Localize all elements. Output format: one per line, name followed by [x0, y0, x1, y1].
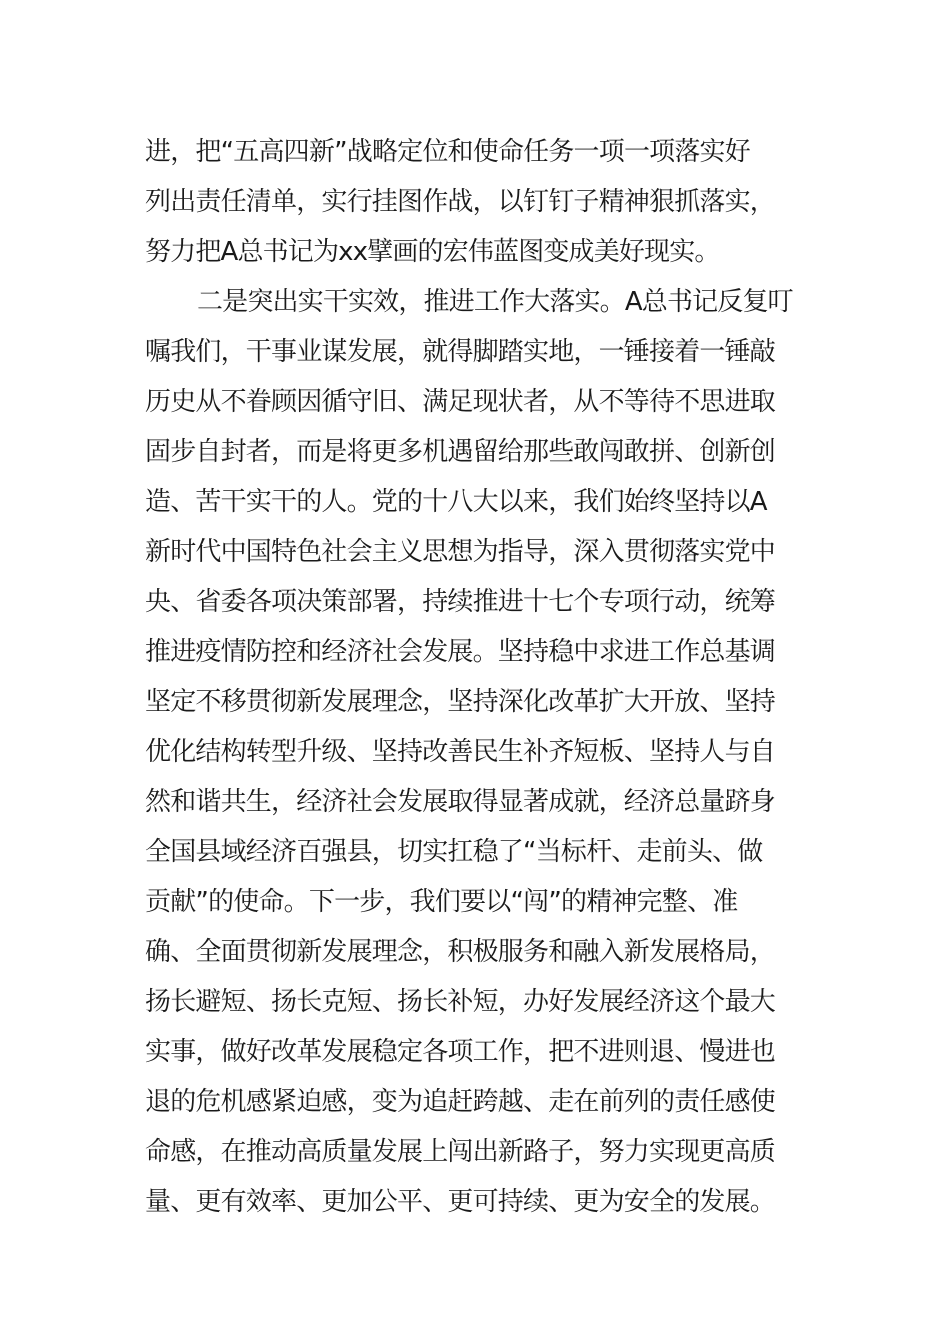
text-line: 实事，做好改革发展稳定各项工作，把不进则退、慢进也 [145, 1037, 776, 1067]
paragraph-start-line: 二是突出实干实效，推进工作大落实。A总书记反复叮 [197, 287, 793, 317]
text-line: 列出责任清单，实行挂图作战，以钉钉子精神狠抓落实， [145, 187, 776, 217]
text-line: 固步自封者，而是将更多机遇留给那些敢闯敢拼、创新创 [145, 437, 776, 467]
text-line: 命感，在推动高质量发展上闯出新路子，努力实现更高质 [145, 1137, 776, 1167]
text-line: 量、更有效率、更加公平、更可持续、更为安全的发展。 [145, 1187, 776, 1217]
text-line: 央、省委各项决策部署，持续推进十七个专项行动，统筹 [145, 587, 776, 617]
text-line: 推进疫情防控和经济社会发展。坚持稳中求进工作总基调 [145, 637, 776, 667]
text-line: 确、全面贯彻新发展理念，积极服务和融入新发展格局， [145, 937, 776, 967]
text-line: 造、苦干实干的人。党的十八大以来，我们始终坚持以A [145, 487, 767, 517]
text-line: 坚定不移贯彻新发展理念，坚持深化改革扩大开放、坚持 [145, 687, 776, 717]
text-line: 努力把A总书记为xx擘画的宏伟蓝图变成美好现实。 [145, 237, 720, 267]
text-line: 全国县域经济百强县，切实扛稳了“当标杆、走前头、做 [145, 837, 763, 867]
body-text [145, 127, 825, 1227]
text-line: 新时代中国特色社会主义思想为指导，深入贯彻落实党中 [145, 537, 776, 567]
text-line: 退的危机感紧迫感，变为追赶跨越、走在前列的责任感使 [145, 1087, 776, 1117]
text-line: 优化结构转型升级、坚持改善民生补齐短板、坚持人与自 [145, 737, 776, 767]
text-line: 嘱我们，干事业谋发展，就得脚踏实地，一锤接着一锤敲 [145, 337, 776, 367]
text-line: 历史从不眷顾因循守旧、满足现状者，从不等待不思进取 [145, 387, 776, 417]
text-line: 贡献”的使命。下一步，我们要以“闯”的精神完整、准 [145, 887, 738, 917]
text-line: 然和谐共生，经济社会发展取得显著成就，经济总量跻身 [145, 787, 776, 817]
text-line: 进，把“五高四新”战略定位和使命任务一项一项落实好 [145, 137, 750, 167]
text-line: 扬长避短、扬长克短、扬长补短，办好发展经济这个最大 [145, 987, 776, 1017]
